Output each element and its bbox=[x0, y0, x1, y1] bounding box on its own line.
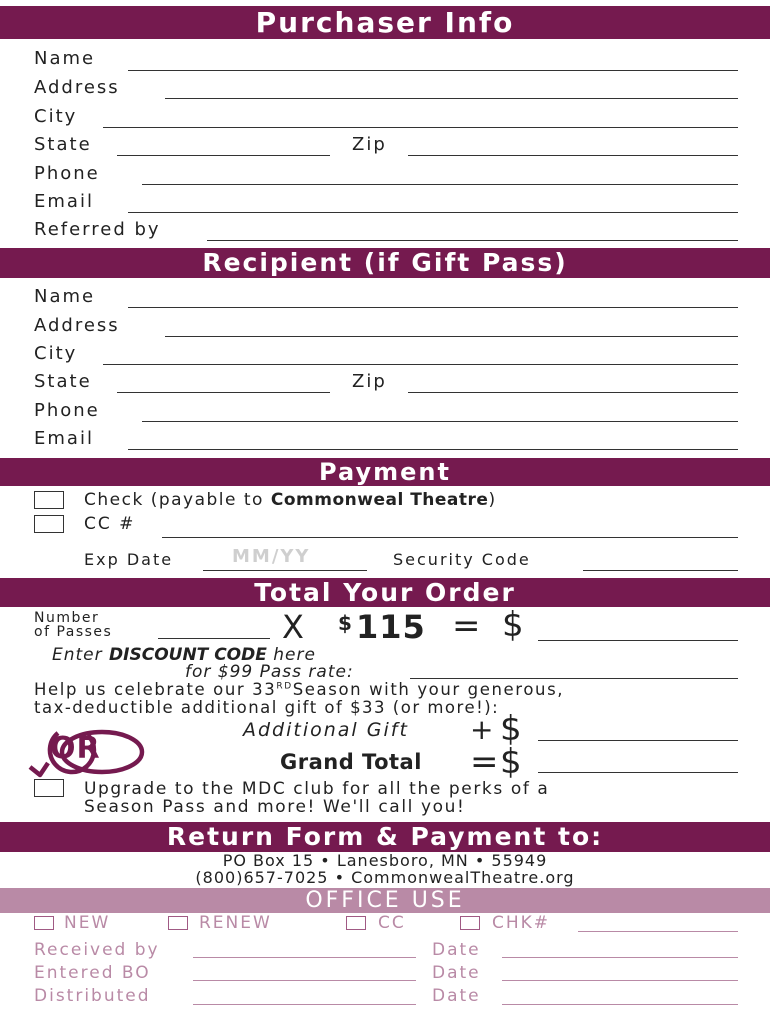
dollar-sign-1: $ bbox=[502, 605, 526, 645]
security-code-label: Security Code bbox=[393, 550, 531, 569]
payment-title: Payment bbox=[319, 458, 451, 486]
office-renew-label: RENEW bbox=[199, 913, 272, 933]
check-payee: Commonweal Theatre bbox=[270, 490, 489, 510]
purchaser-city-label: City bbox=[34, 106, 78, 127]
gift-text-sup: RD bbox=[276, 681, 293, 692]
office-entered-date-field[interactable] bbox=[502, 980, 738, 981]
gift-text-line1 bbox=[34, 680, 564, 699]
return-banner bbox=[0, 822, 770, 852]
passes-total-field[interactable] bbox=[538, 640, 738, 641]
recipient-phone-label: Phone bbox=[34, 400, 100, 421]
payment-banner bbox=[0, 458, 770, 486]
return-title: Return Form & Payment to: bbox=[166, 822, 604, 851]
recipient-zip-label: Zip bbox=[352, 371, 387, 392]
order-banner bbox=[0, 578, 770, 607]
upgrade-checkbox[interactable] bbox=[34, 779, 64, 797]
equals-sign-2: = bbox=[470, 742, 501, 782]
purchaser-email-field[interactable] bbox=[128, 212, 738, 213]
recipient-address-field[interactable] bbox=[165, 336, 738, 337]
price-dollar: $ bbox=[338, 611, 354, 635]
office-title: OFFICE USE bbox=[305, 888, 465, 913]
exp-date-placeholder: MM/YY bbox=[232, 546, 311, 567]
security-code-field[interactable] bbox=[583, 570, 738, 571]
grand-total-label: Grand Total bbox=[280, 750, 422, 774]
office-entered-field[interactable] bbox=[193, 980, 416, 981]
upgrade-text-line2: Season Pass and more! We'll call you! bbox=[84, 797, 466, 817]
check-label-prefix: Check (payable to bbox=[84, 490, 271, 510]
purchaser-name-field[interactable] bbox=[128, 70, 738, 71]
office-distributed-field[interactable] bbox=[193, 1004, 416, 1005]
recipient-title: Recipient (if Gift Pass) bbox=[202, 248, 568, 277]
purchaser-name-label: Name bbox=[34, 48, 96, 69]
plus-sign: + bbox=[470, 713, 496, 746]
purchaser-state-label: State bbox=[34, 134, 92, 155]
recipient-city-field[interactable] bbox=[103, 364, 738, 365]
passes-label-line2: of Passes bbox=[34, 624, 113, 640]
recipient-email-label: Email bbox=[34, 428, 94, 449]
discount-code-field[interactable] bbox=[410, 678, 738, 679]
exp-date-label: Exp Date bbox=[84, 550, 174, 569]
office-banner bbox=[0, 888, 770, 913]
check-label bbox=[84, 490, 497, 510]
equals-sign-1: = bbox=[452, 606, 483, 646]
purchaser-state-field[interactable] bbox=[117, 155, 330, 156]
office-new-checkbox[interactable] bbox=[34, 916, 54, 930]
recipient-state-field[interactable] bbox=[117, 392, 330, 393]
discount-code-text: DISCOUNT CODE bbox=[109, 645, 267, 665]
recipient-zip-field[interactable] bbox=[408, 392, 738, 393]
cc-label: CC # bbox=[84, 514, 136, 534]
purchaser-phone-field[interactable] bbox=[142, 184, 738, 185]
upgrade-text-line1: Upgrade to the MDC club for all the perks of a bbox=[84, 779, 550, 799]
pass-price: 115 bbox=[356, 608, 426, 646]
order-title: Total Your Order bbox=[254, 578, 516, 607]
or-text: OR bbox=[50, 731, 101, 766]
recipient-banner bbox=[0, 248, 770, 278]
purchaser-phone-label: Phone bbox=[34, 163, 100, 184]
office-received-label: Received by bbox=[34, 940, 160, 960]
dollar-sign-3: $ bbox=[500, 742, 524, 782]
gift-text-pre: Help us celebrate our 33 bbox=[34, 680, 277, 699]
office-chk-checkbox[interactable] bbox=[460, 916, 480, 930]
grand-total-field[interactable] bbox=[538, 772, 738, 773]
or-arrow bbox=[30, 763, 48, 775]
office-cc-checkbox[interactable] bbox=[346, 916, 366, 930]
recipient-state-label: State bbox=[34, 371, 92, 392]
purchaser-title: Purchaser Info bbox=[255, 6, 515, 39]
purchaser-email-label: Email bbox=[34, 191, 94, 212]
exp-date-field[interactable] bbox=[203, 570, 367, 571]
office-entered-date-label: Date bbox=[432, 963, 481, 983]
discount-label-line2: for $99 Pass rate: bbox=[185, 662, 354, 682]
cc-number-field[interactable] bbox=[162, 537, 738, 538]
office-distributed-date-label: Date bbox=[432, 986, 481, 1006]
return-address: PO Box 15 • Lanesboro, MN • 55949 bbox=[222, 851, 548, 870]
purchaser-referred-label: Referred by bbox=[34, 219, 161, 240]
discount-label-post: here bbox=[266, 645, 316, 665]
recipient-city-label: City bbox=[34, 343, 78, 364]
office-entered-label: Entered BO bbox=[34, 963, 151, 983]
office-received-date-label: Date bbox=[432, 940, 481, 960]
office-cc-label: CC bbox=[378, 913, 406, 933]
purchaser-zip-field[interactable] bbox=[408, 155, 738, 156]
cc-checkbox[interactable] bbox=[34, 515, 64, 533]
office-new-label: NEW bbox=[64, 913, 111, 933]
return-contact: (800)657-7025 • CommonwealTheatre.org bbox=[195, 868, 575, 887]
purchaser-banner bbox=[0, 6, 770, 39]
office-distributed-label: Distributed bbox=[34, 986, 151, 1006]
office-renew-checkbox[interactable] bbox=[168, 916, 188, 930]
recipient-name-label: Name bbox=[34, 286, 96, 307]
recipient-name-field[interactable] bbox=[128, 307, 738, 308]
times-sign: X bbox=[282, 608, 306, 646]
office-chk-field[interactable] bbox=[578, 931, 738, 932]
recipient-address-label: Address bbox=[34, 315, 120, 336]
passes-count-field[interactable] bbox=[158, 638, 270, 639]
gift-text-post: Season with your generous, bbox=[292, 680, 565, 699]
recipient-phone-field[interactable] bbox=[142, 421, 738, 422]
purchaser-city-field[interactable] bbox=[103, 127, 738, 128]
gift-text-line2: tax-deductible additional gift of $33 (or more!): bbox=[34, 698, 500, 717]
check-label-suffix: ) bbox=[488, 490, 497, 510]
dollar-sign-2: $ bbox=[500, 709, 524, 749]
purchaser-address-label: Address bbox=[34, 77, 120, 98]
recipient-email-field[interactable] bbox=[128, 449, 738, 450]
office-received-field[interactable] bbox=[193, 957, 416, 958]
office-received-date-field[interactable] bbox=[502, 957, 738, 958]
passes-label-line1: Number bbox=[34, 610, 100, 626]
additional-gift-label: Additional Gift bbox=[243, 719, 409, 741]
check-checkbox[interactable] bbox=[34, 491, 64, 509]
purchaser-referred-field[interactable] bbox=[207, 240, 738, 241]
office-chk-label: CHK# bbox=[492, 913, 551, 933]
office-distributed-date-field[interactable] bbox=[502, 1004, 738, 1005]
purchaser-address-field[interactable] bbox=[165, 98, 738, 99]
additional-gift-field[interactable] bbox=[538, 740, 738, 741]
discount-label-pre: Enter bbox=[52, 645, 110, 665]
purchaser-zip-label: Zip bbox=[352, 134, 387, 155]
